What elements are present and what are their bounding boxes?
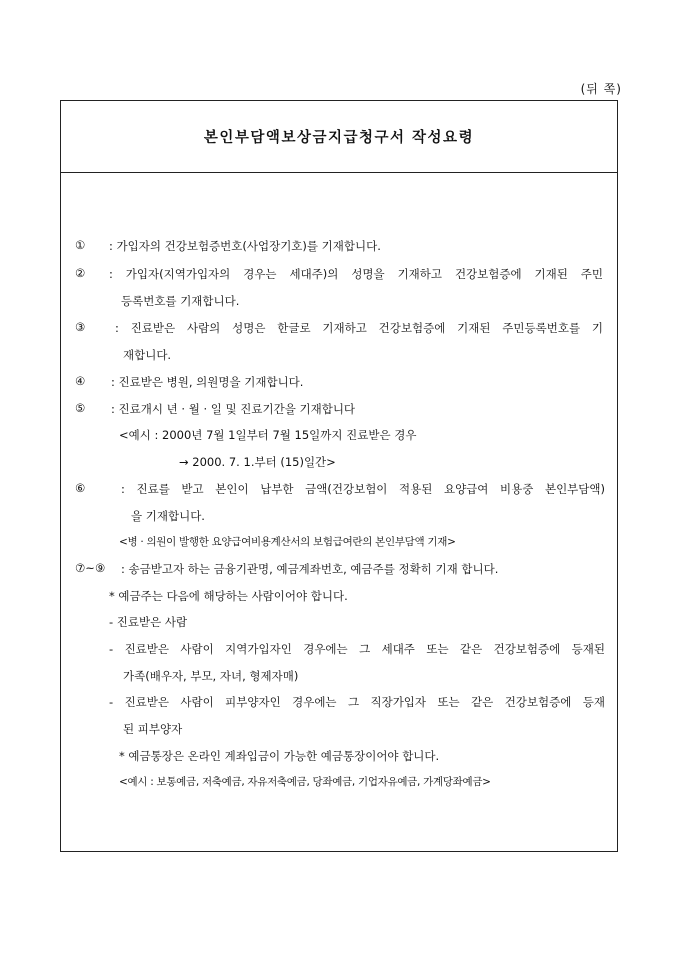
item-text-continued: 등록번호를 기재합니다. <box>121 294 240 308</box>
item-number: ⑦~⑨ <box>75 561 106 575</box>
item-number: ④ <box>75 374 86 388</box>
item-number: ⑥ <box>75 481 86 495</box>
depositor-note: * 예금주는 다음에 해당하는 사람이어야 합니다. <box>109 589 348 603</box>
account-note: * 예금통장은 온라인 계좌입금이 가능한 예금통장이어야 합니다. <box>119 749 440 763</box>
example-line: → 2000. 7. 1.부터 (15)일간> <box>179 455 336 469</box>
depositor-case: - 진료받은 사람 <box>109 615 188 629</box>
account-example: <예시 : 보통예금, 저축예금, 자유저축예금, 당좌예금, 기업자유예금, 가계당좌예금> <box>119 776 491 788</box>
item-text: : 진료받은 병원, 의원명을 기재합니다. <box>111 375 304 389</box>
item-text: : 진료받은 사람의 성명은 한글로 기재하고 건강보험증에 기재된 주민등록번호를 기 <box>115 321 603 335</box>
item-text: : 진료를 받고 본인이 납부한 금액(건강보험이 적용된 요양급여 비용중 본인부담액) <box>121 482 605 496</box>
item-number: ③ <box>75 320 86 334</box>
depositor-case-continued: 가족(배우자, 부모, 자녀, 형제자매) <box>123 669 299 683</box>
note-line: <병 · 의원이 발행한 요양급여비용계산서의 보험급여란의 본인부담액 기재> <box>119 536 456 548</box>
example-line: <예시 : 2000년 7월 1일부터 7월 15일까지 진료받은 경우 <box>119 428 417 442</box>
depositor-case-continued: 된 피부양자 <box>123 722 183 736</box>
title-row <box>61 101 617 173</box>
depositor-case: - 진료받은 사람이 피부양자인 경우에는 그 직장가입자 또는 같은 건강보험증에 등재 <box>109 695 605 709</box>
page-title: 본인부담액보상금지급청구서 작성요령 <box>203 130 475 146</box>
item-text-continued: 재합니다. <box>123 348 172 362</box>
item-number: ① <box>75 238 86 252</box>
page-side-label: (뒤 쪽) <box>580 82 622 96</box>
item-number: ② <box>75 266 86 280</box>
item-number: ⑤ <box>75 401 86 415</box>
depositor-case: - 진료받은 사람이 지역가입자인 경우에는 그 세대주 또는 같은 건강보험증에 등재된 <box>109 642 605 656</box>
item-text: : 가입자의 건강보험증번호(사업장기호)를 기재합니다. <box>109 239 381 253</box>
item-text: : 송금받고자 하는 금융기관명, 예금계좌번호, 예금주를 정확히 기재 합니다. <box>121 562 499 576</box>
item-text: : 진료개시 년 · 월 · 일 및 진료기간을 기재합니다 <box>111 402 356 416</box>
item-text: : 가입자(지역가입자의 경우는 세대주)의 성명을 기재하고 건강보험증에 기재된 주민 <box>109 267 603 281</box>
item-text-continued: 을 기재합니다. <box>131 509 205 523</box>
instructions-box <box>60 100 618 852</box>
